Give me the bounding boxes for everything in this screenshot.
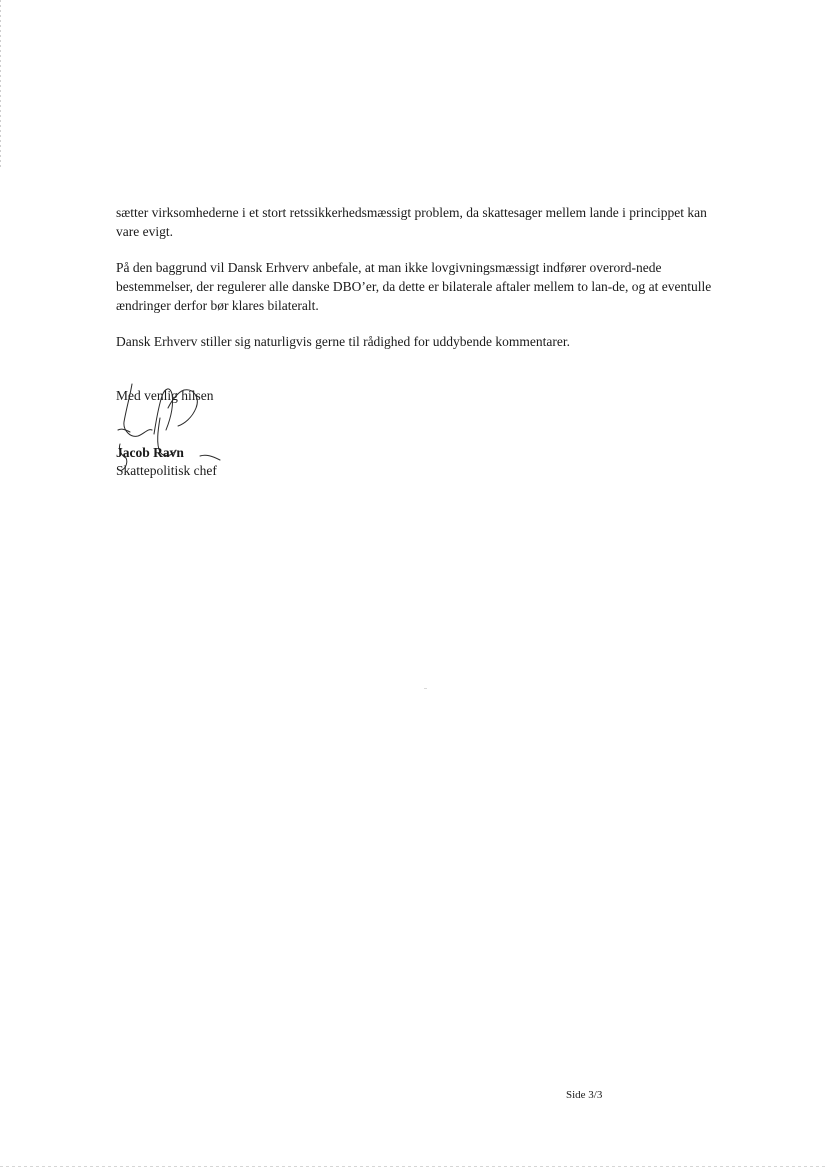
signer-name: Jacob Ravn	[116, 445, 184, 460]
page-number: Side 3/3	[566, 1089, 603, 1101]
scan-speck	[424, 688, 427, 689]
closing-greeting: Med venlig hilsen	[116, 388, 214, 403]
scan-edge-bottom	[0, 1166, 827, 1167]
paragraph-3: Dansk Erhverv stiller sig naturligvis gerne til rådighed for uddybende kommentarer.	[116, 334, 571, 349]
paragraph-2: På den baggrund vil Dansk Erhverv anbefale, at man ikke lovgivningsmæssigt indfører overord-nede bestemmelser, der regulerer alle danske DBO’er, da dette er bilaterale aftaler mellem to lan-de, og at eventulle ændringer derfor bør klares bilateralt.	[116, 260, 712, 313]
paragraph-1: sætter virksomhederne i et stort retssikkerhedsmæssigt problem, da skattesager mellem lande i princippet kan vare evigt.	[116, 205, 707, 239]
letter-body	[116, 203, 716, 368]
scan-edge-left	[0, 0, 1, 170]
signer-title: Skattepolitisk chef	[116, 463, 217, 478]
